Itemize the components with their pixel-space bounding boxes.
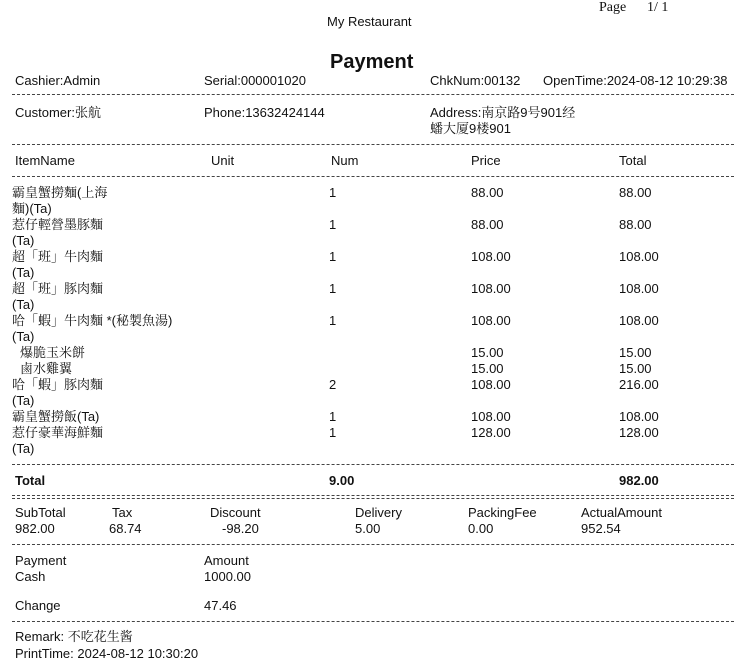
item-price: 108.00 — [471, 409, 511, 424]
page-title: Payment — [330, 51, 414, 73]
subtotal-value: 982.00 — [15, 521, 55, 536]
item-name: 超「班」豚肉麵 — [12, 281, 104, 296]
payment-amount: 1000.00 — [204, 569, 251, 584]
column-itemname: ItemName — [15, 153, 75, 168]
page-label: Page — [599, 0, 627, 15]
restaurant-name: My Restaurant — [327, 14, 412, 29]
item-total: 15.00 — [619, 345, 652, 360]
item-total: 108.00 — [619, 281, 659, 296]
change-value: 47.46 — [204, 598, 237, 613]
item-num: 1 — [329, 281, 337, 296]
tax-label: Tax — [112, 505, 133, 520]
divider — [12, 144, 734, 145]
item-total: 128.00 — [619, 425, 659, 440]
discount-label: Discount — [210, 505, 261, 520]
item-price: 15.00 — [471, 361, 504, 376]
item-price: 128.00 — [471, 425, 511, 440]
item-name-cont: (Ta) — [12, 441, 35, 456]
payment-label: Payment — [15, 553, 67, 568]
item-num: 1 — [329, 249, 337, 264]
tax-value: 68.74 — [109, 521, 142, 536]
item-num: 2 — [329, 377, 337, 392]
item-num: 1 — [329, 217, 337, 232]
customer-phone: Phone:13632424144 — [204, 105, 325, 120]
page-number: 1/ 1 — [647, 0, 669, 15]
item-name: 哈「蝦」豚肉麵 — [12, 377, 104, 392]
total-label: Total — [15, 473, 46, 488]
total-amount: 982.00 — [619, 473, 659, 488]
double-divider — [12, 495, 734, 496]
column-price: Price — [471, 153, 501, 168]
amount-label: Amount — [204, 553, 249, 568]
cashier: Cashier:Admin — [15, 73, 101, 88]
customer-address-line1: Address:南京路9号901经 — [430, 105, 576, 120]
item-name-cont: (Ta) — [12, 329, 35, 344]
divider — [12, 544, 734, 545]
item-price: 108.00 — [471, 281, 511, 296]
item-num: 1 — [329, 409, 337, 424]
item-total: 108.00 — [619, 409, 659, 424]
packingfee-value: 0.00 — [468, 521, 494, 536]
item-price: 15.00 — [471, 345, 504, 360]
delivery-value: 5.00 — [355, 521, 381, 536]
item-total: 108.00 — [619, 249, 659, 264]
divider — [12, 464, 734, 465]
item-name-cont: (Ta) — [12, 233, 35, 248]
item-name-cont: (Ta) — [12, 393, 35, 408]
serial: Serial:000001020 — [204, 73, 306, 88]
item-total: 15.00 — [619, 361, 652, 376]
item-price: 108.00 — [471, 249, 511, 264]
item-num: 1 — [329, 425, 337, 440]
item-modifier: 鹵水雞翼 — [20, 361, 73, 376]
item-price: 88.00 — [471, 217, 504, 232]
item-price: 88.00 — [471, 185, 504, 200]
item-total: 88.00 — [619, 217, 652, 232]
item-name: 哈「蝦」牛肉麵 *(秘製魚湯) — [12, 313, 173, 328]
column-num: Num — [331, 153, 359, 168]
item-total: 108.00 — [619, 313, 659, 328]
item-name: 惹仔豪華海鮮麵 — [12, 425, 104, 440]
item-price: 108.00 — [471, 377, 511, 392]
item-name: 霸皇蟹撈飯(Ta) — [12, 409, 100, 424]
item-num: 1 — [329, 313, 337, 328]
divider — [12, 94, 734, 95]
payment-method: Cash — [15, 569, 46, 584]
subtotal-label: SubTotal — [15, 505, 66, 520]
item-name-cont: (Ta) — [12, 265, 35, 280]
item-name: 超「班」牛肉麵 — [12, 249, 104, 264]
item-name-cont: 麵)(Ta) — [12, 201, 52, 216]
remark: Remark: 不吃花生酱 — [15, 629, 133, 644]
item-total: 216.00 — [619, 377, 659, 392]
item-total: 88.00 — [619, 185, 652, 200]
check-number: ChkNum:00132 — [430, 73, 521, 88]
customer-name: Customer:张航 — [15, 105, 101, 120]
discount-value: -98.20 — [222, 521, 259, 536]
item-name: 霸皇蟹撈麵(上海 — [12, 185, 108, 200]
item-num: 1 — [329, 185, 337, 200]
actualamount-label: ActualAmount — [581, 505, 662, 520]
item-modifier: 爆脆玉米餅 — [20, 345, 86, 360]
packingfee-label: PackingFee — [468, 505, 537, 520]
open-time: OpenTime:2024-08-12 10:29:38 — [543, 73, 728, 88]
item-name: 惹仔輕營墨豚麵 — [12, 217, 104, 232]
item-name-cont: (Ta) — [12, 297, 35, 312]
divider — [12, 621, 734, 622]
customer-address-line2: 蟠大厦9楼901 — [430, 121, 511, 136]
actualamount-value: 952.54 — [581, 521, 621, 536]
item-price: 108.00 — [471, 313, 511, 328]
print-time: PrintTime: 2024-08-12 10:30:20 — [15, 646, 199, 661]
change-label: Change — [15, 598, 61, 613]
total-num: 9.00 — [329, 473, 355, 488]
column-total: Total — [619, 153, 647, 168]
delivery-label: Delivery — [355, 505, 402, 520]
divider — [12, 176, 734, 177]
column-unit: Unit — [211, 153, 235, 168]
